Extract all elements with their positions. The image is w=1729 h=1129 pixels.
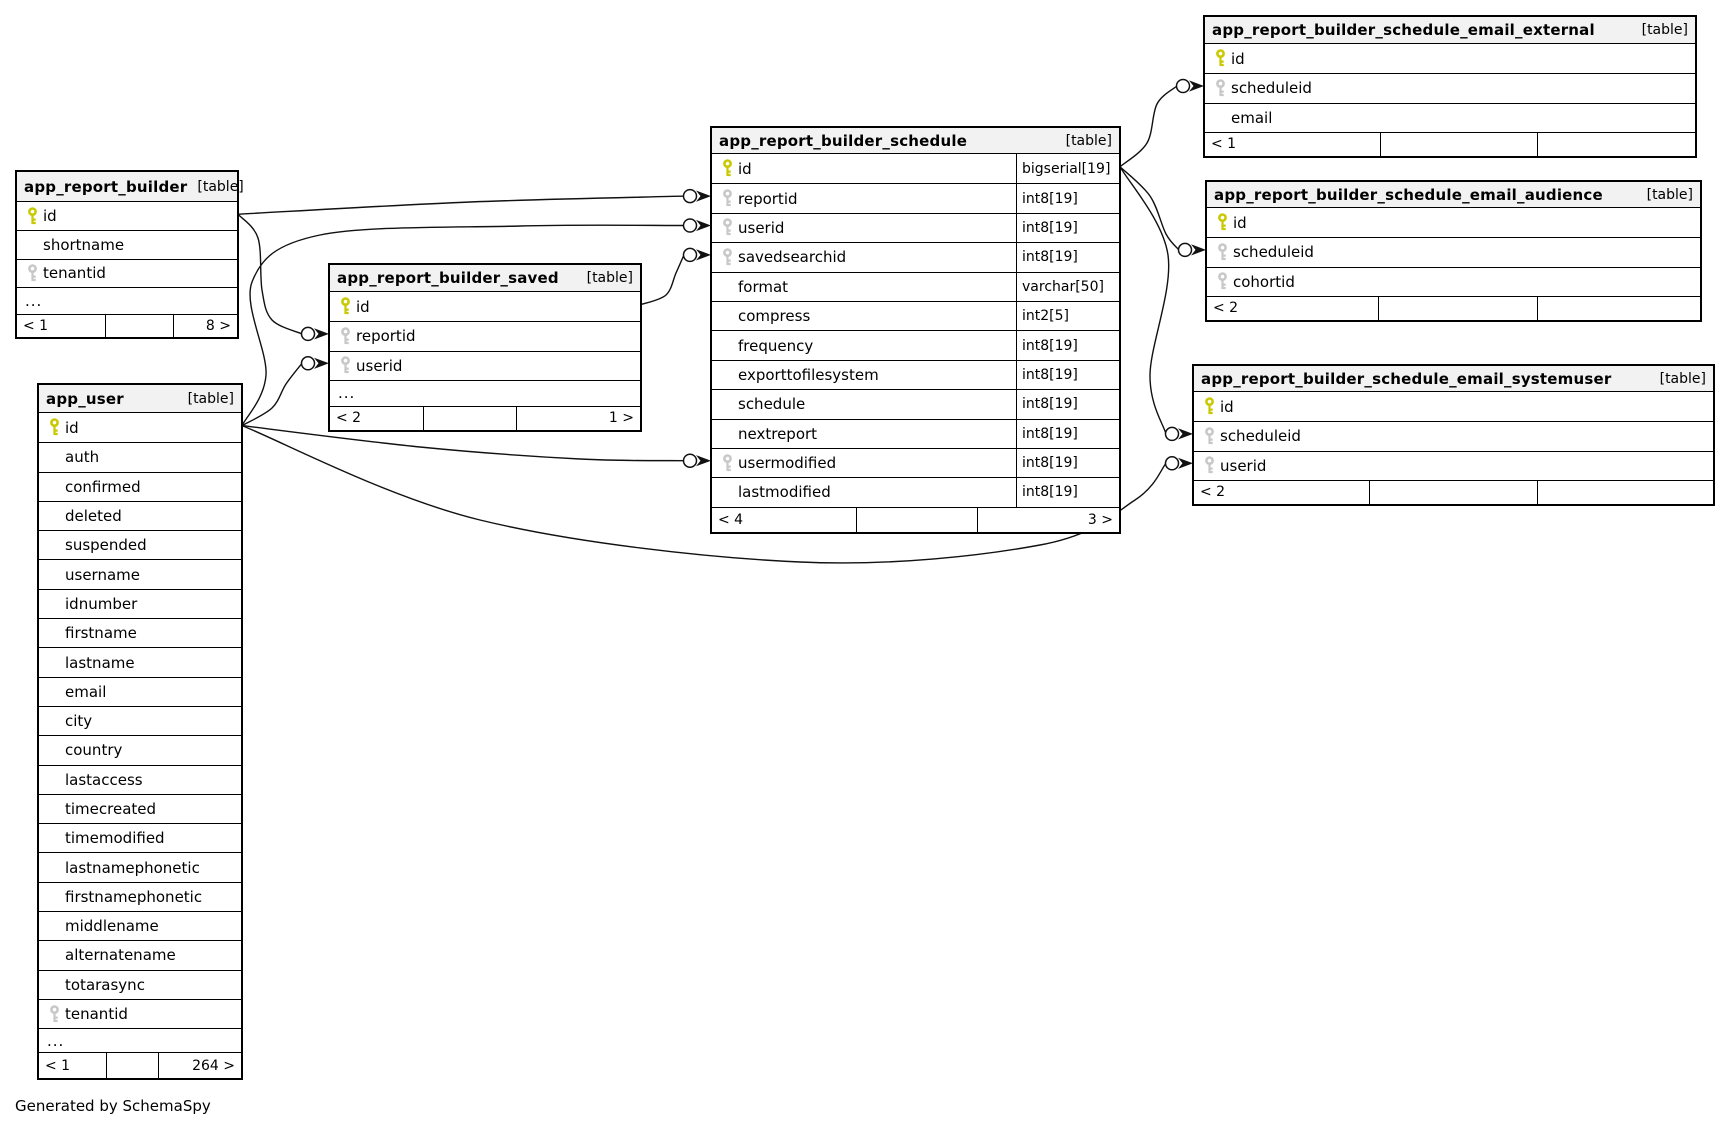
footer-parents-count: 8 > [173, 315, 237, 337]
column-row-id [330, 292, 640, 321]
table-footer [17, 314, 237, 337]
column-type: int8[19] [1016, 420, 1119, 448]
column-row-city [39, 706, 241, 735]
column-name: shortname [43, 235, 125, 254]
column-type: int8[19] [1016, 361, 1119, 389]
column-type: varchar[50] [1016, 273, 1119, 301]
column-row-userid [330, 351, 640, 380]
column-name: id [1233, 213, 1247, 232]
footer-children-count: < 2 [1213, 300, 1239, 317]
column-type: int8[19] [1016, 184, 1119, 212]
footer-spacer-cell [105, 315, 173, 337]
relationship-line [1120, 86, 1177, 167]
table-name: app_report_builder_schedule [719, 131, 968, 150]
foreign-key-icon [1212, 243, 1233, 262]
connector-arrowhead [1178, 428, 1193, 439]
column-row-lastnamephonetic [39, 852, 241, 881]
footer-children-count: < 1 [1211, 136, 1237, 153]
table-type-badge: [table] [197, 178, 244, 195]
foreign-key-icon [22, 264, 43, 283]
table-app_report_builder[interactable] [15, 170, 244, 339]
table-footer [1205, 132, 1695, 156]
column-row-suspended [39, 530, 241, 559]
column-name: cohortid [1233, 272, 1295, 291]
column-row-email [39, 677, 241, 706]
column-row-firstnamephonetic [39, 882, 241, 911]
column-row-schedule [712, 389, 1119, 418]
table-title[interactable] [712, 128, 1119, 154]
column-row-scheduleid [1207, 237, 1700, 266]
table-name: app_report_builder_schedule_email_systemuser [1201, 369, 1612, 388]
relationship-line [641, 255, 684, 305]
table-footer [712, 507, 1119, 532]
column-name: userid [738, 218, 785, 237]
column-row-scheduleid [1194, 421, 1713, 450]
column-type: int8[19] [1016, 214, 1119, 242]
footer-spacer-cell [106, 1053, 158, 1078]
primary-key-icon [1210, 49, 1231, 68]
connector-circle [684, 454, 697, 467]
column-name: exporttofilesystem [738, 365, 879, 384]
column-name: tenantid [65, 1005, 128, 1024]
footer-spacer-cell [1369, 481, 1537, 504]
connector-circle [302, 357, 315, 370]
more-columns-ellipsis: ... [39, 1028, 241, 1052]
connector-arrowhead [696, 455, 711, 466]
column-row-scheduleid [1205, 73, 1695, 102]
column-name: lastmodified [738, 483, 831, 502]
column-row-id [1194, 392, 1713, 421]
connector-arrowhead [1191, 244, 1206, 255]
table-app_user[interactable] [37, 383, 243, 1080]
column-row-tenantid [17, 259, 237, 287]
footer-spacer-cell [856, 508, 978, 532]
column-name: reportid [356, 327, 416, 346]
column-row-format [712, 272, 1119, 301]
table-name: app_report_builder_saved [337, 269, 559, 287]
foreign-key-icon [1199, 456, 1220, 475]
column-type: bigserial[19] [1016, 154, 1119, 183]
column-row-reportid [330, 321, 640, 350]
table-type-badge: [table] [1646, 186, 1693, 203]
column-row-tenantid [39, 999, 241, 1028]
foreign-key-icon [717, 218, 738, 237]
table-name: app_report_builder_schedule_email_audience [1214, 185, 1603, 204]
generated-by-label: Generated by SchemaSpy [15, 1097, 211, 1115]
footer-parents-count [1537, 133, 1695, 156]
column-row-confirmed [39, 472, 241, 501]
table-footer [39, 1052, 241, 1078]
table-type-badge: [table] [187, 390, 234, 407]
column-name: id [356, 297, 370, 316]
column-name: suspended [65, 536, 147, 555]
table-footer [1207, 296, 1700, 320]
column-name: schedule [738, 395, 806, 414]
column-row-userid [1194, 451, 1713, 480]
column-row-deleted [39, 501, 241, 530]
foreign-key-icon [717, 248, 738, 267]
connector-circle [302, 327, 315, 340]
foreign-key-icon [717, 454, 738, 473]
column-name: id [1231, 49, 1245, 68]
primary-key-icon [1199, 397, 1220, 416]
column-name: format [738, 277, 789, 296]
connector-arrowhead [696, 249, 711, 260]
foreign-key-icon [717, 189, 738, 208]
column-name: scheduleid [1220, 427, 1301, 446]
column-row-idnumber [39, 589, 241, 618]
column-row-userid [712, 213, 1119, 242]
column-name: city [65, 712, 93, 731]
column-row-lastaccess [39, 765, 241, 794]
foreign-key-icon [1210, 79, 1231, 98]
column-name: email [65, 682, 107, 701]
column-name: id [65, 418, 79, 437]
footer-parents-count [1537, 297, 1700, 320]
footer-children-count: < 4 [718, 511, 744, 528]
column-name: scheduleid [1231, 79, 1312, 98]
column-row-reportid [712, 183, 1119, 212]
table-title[interactable] [17, 172, 244, 202]
column-name: idnumber [65, 594, 138, 613]
column-name: lastnamephonetic [65, 858, 200, 877]
column-row-country [39, 735, 241, 764]
relationship-line [238, 214, 302, 334]
table-name: app_report_builder_schedule_email_external [1212, 21, 1595, 39]
table-type-badge: [table] [1659, 370, 1706, 387]
footer-parents-count: 264 > [158, 1053, 241, 1078]
table-footer [330, 406, 640, 430]
table-app_report_builder_saved[interactable] [328, 263, 642, 432]
column-row-firstname [39, 618, 241, 647]
footer-children-count: < 1 [45, 1057, 71, 1074]
column-row-timecreated [39, 794, 241, 823]
table-name: app_user [46, 389, 124, 408]
table-title[interactable] [1194, 366, 1713, 392]
column-name: confirmed [65, 477, 141, 496]
footer-spacer-cell [423, 407, 516, 430]
column-name: middlename [65, 917, 159, 936]
table-type-badge: [table] [1065, 132, 1112, 149]
connector-circle [1177, 80, 1190, 93]
column-name: username [65, 565, 140, 584]
column-name: userid [356, 356, 403, 375]
footer-spacer-cell [1380, 133, 1537, 156]
column-row-timemodified [39, 823, 241, 852]
column-name: alternatename [65, 946, 176, 965]
column-name: lastaccess [65, 770, 143, 789]
column-row-cohortid [1207, 267, 1700, 296]
column-name: nextreport [738, 424, 818, 443]
foreign-key-icon [335, 356, 356, 375]
table-title[interactable] [1207, 182, 1700, 208]
column-name: id [43, 207, 57, 226]
table-title[interactable] [1205, 17, 1695, 44]
connector-circle [684, 248, 697, 261]
more-columns-ellipsis: ... [330, 380, 640, 406]
column-row-compress [712, 301, 1119, 330]
connector-arrowhead [1189, 80, 1204, 91]
column-row-totarasync [39, 970, 241, 999]
relationship-line [238, 196, 684, 214]
footer-children-count: < 1 [23, 317, 49, 334]
footer-children-count: < 2 [336, 410, 362, 427]
column-name: scheduleid [1233, 243, 1314, 262]
table-app_report_builder_schedule_email_external[interactable] [1203, 15, 1697, 158]
primary-key-icon [1212, 213, 1233, 232]
column-type: int8[19] [1016, 331, 1119, 359]
table-app_report_builder_schedule_email_audience[interactable] [1205, 180, 1702, 322]
primary-key-icon [44, 418, 65, 437]
column-row-id [1205, 44, 1695, 73]
more-columns-ellipsis: ... [17, 287, 237, 314]
column-row-id [17, 202, 237, 230]
column-name: timemodified [65, 829, 165, 848]
foreign-key-icon [44, 1005, 65, 1024]
column-row-auth [39, 442, 241, 471]
column-row-usermodified [712, 448, 1119, 477]
relationship-line [1120, 167, 1169, 434]
footer-parents-count: 1 > [516, 407, 640, 430]
column-name: id [1220, 397, 1234, 416]
table-name: app_report_builder [24, 177, 188, 196]
column-name: email [1231, 108, 1273, 127]
column-row-alternatename [39, 940, 241, 969]
column-row-id [1207, 208, 1700, 237]
connector-circle [684, 190, 697, 203]
footer-children-count: < 2 [1200, 484, 1226, 501]
column-name: usermodified [738, 454, 837, 473]
column-row-lastname [39, 647, 241, 676]
relationship-line [242, 363, 302, 425]
column-name: lastname [65, 653, 135, 672]
column-name: savedsearchid [738, 248, 847, 267]
column-name: firstname [65, 624, 137, 643]
footer-spacer-cell [1378, 297, 1538, 320]
column-name: id [738, 159, 752, 178]
column-name: reportid [738, 189, 798, 208]
table-type-badge: [table] [1641, 22, 1688, 38]
connector-arrowhead [1178, 458, 1193, 469]
primary-key-icon [22, 207, 43, 226]
column-row-id [712, 154, 1119, 183]
column-name: firstnamephonetic [65, 887, 203, 906]
column-name: userid [1220, 456, 1267, 475]
column-name: deleted [65, 507, 122, 526]
connector-arrowhead [696, 191, 711, 202]
table-title[interactable] [39, 385, 241, 413]
connector-circle [1166, 457, 1179, 470]
footer-parents-count [1537, 481, 1713, 504]
column-name: frequency [738, 336, 814, 355]
connector-arrowhead [314, 328, 329, 339]
connector-circle [684, 219, 697, 232]
table-app_report_builder_schedule_email_systemuser[interactable] [1192, 364, 1715, 506]
table-title[interactable] [330, 265, 640, 292]
connector-circle [1166, 427, 1179, 440]
column-type: int8[19] [1016, 478, 1119, 506]
column-row-id [39, 413, 241, 442]
column-row-frequency [712, 330, 1119, 359]
primary-key-icon [335, 297, 356, 316]
primary-key-icon [717, 159, 738, 178]
column-type: int8[19] [1016, 449, 1119, 477]
foreign-key-icon [1212, 272, 1233, 291]
column-row-middlename [39, 911, 241, 940]
column-name: country [65, 741, 123, 760]
footer-parents-count: 3 > [977, 508, 1119, 532]
column-row-lastmodified [712, 477, 1119, 506]
table-app_report_builder_schedule[interactable] [710, 126, 1121, 534]
column-type: int8[19] [1016, 390, 1119, 418]
column-name: timecreated [65, 800, 157, 818]
column-row-email [1205, 103, 1695, 132]
connector-arrowhead [696, 220, 711, 231]
column-type: int2[5] [1016, 302, 1119, 330]
column-name: auth [65, 448, 100, 467]
column-row-nextreport [712, 419, 1119, 448]
column-row-savedsearchid [712, 242, 1119, 271]
connector-arrowhead [314, 358, 329, 369]
table-type-badge: [table] [586, 270, 633, 286]
column-type: int8[19] [1016, 243, 1119, 271]
column-name: totarasync [65, 975, 145, 994]
table-footer [1194, 480, 1713, 504]
column-row-username [39, 559, 241, 588]
column-row-exporttofilesystem [712, 360, 1119, 389]
column-row-shortname [17, 230, 237, 258]
foreign-key-icon [335, 327, 356, 346]
column-name: compress [738, 307, 811, 326]
column-name: tenantid [43, 264, 106, 283]
connector-circle [1179, 243, 1192, 256]
foreign-key-icon [1199, 427, 1220, 446]
